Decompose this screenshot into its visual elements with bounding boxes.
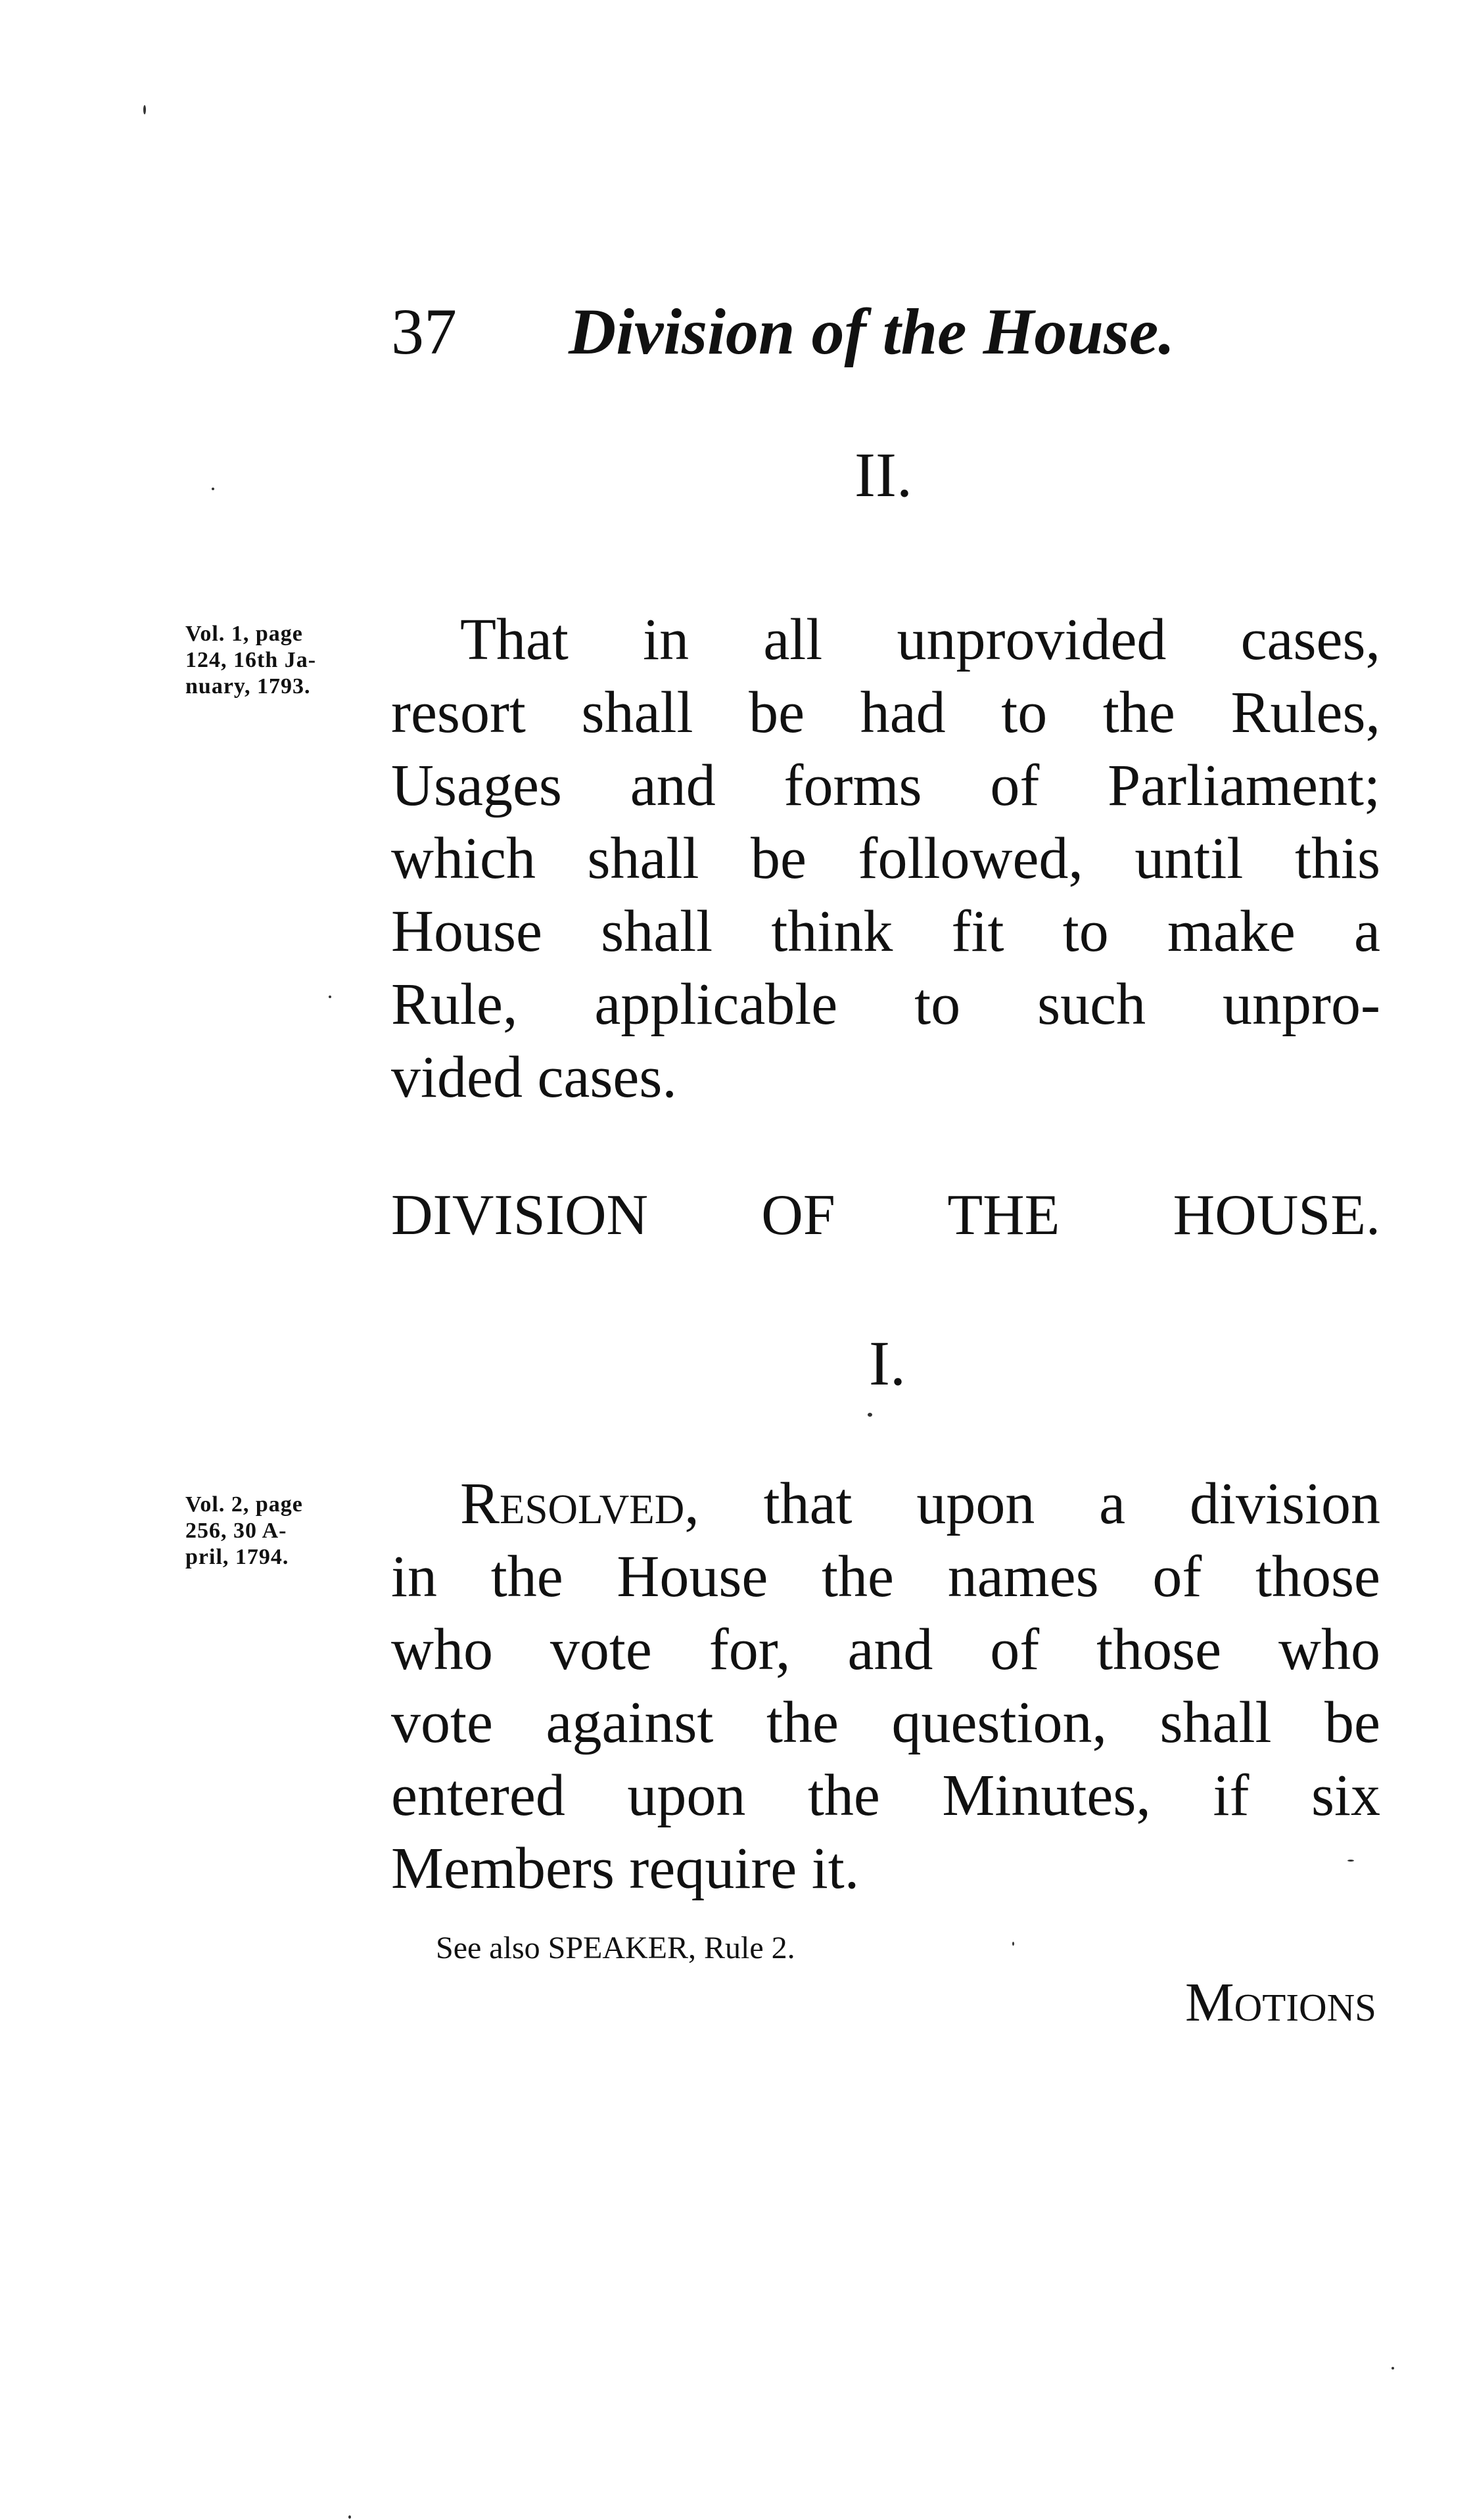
- scan-speck: [329, 996, 331, 998]
- margin-note-line: Vol. 2, page: [185, 1492, 303, 1517]
- paragraph-line: [391, 1467, 1380, 1540]
- paragraph-line: vided cases.: [391, 1045, 677, 1110]
- scan-speck: [1347, 1860, 1354, 1862]
- margin-note-line: nuary, 1793.: [185, 674, 311, 699]
- scan-speck: [212, 488, 214, 490]
- rule-numeral-ii: II.: [854, 440, 912, 510]
- margin-note-line: 124, 16th Ja-: [185, 648, 317, 672]
- margin-note-line: Vol. 1, page: [185, 622, 303, 646]
- rule-numeral-i: I.: [869, 1328, 906, 1398]
- margin-note-line: 256, 30 A-: [185, 1519, 287, 1543]
- paragraph-line: in the House the names of those: [391, 1544, 1380, 1609]
- paragraph-line: entered upon the Minutes, if six: [391, 1763, 1380, 1828]
- see-also-note: See also SPEAKER, Rule 2.: [436, 1931, 795, 1965]
- paragraph-line: Members require it.: [391, 1836, 860, 1901]
- paragraph-line: House shall think fit to make a: [391, 899, 1380, 964]
- paragraph-line: Rule, applicable to such unpro-: [391, 972, 1380, 1037]
- scan-speck: [868, 1413, 872, 1417]
- margin-note-vol2: [185, 1492, 383, 1570]
- paragraph-line: resort shall be had to the Rules,: [391, 680, 1380, 745]
- catchword: Motions: [1184, 1972, 1376, 2033]
- page-number: 37: [391, 295, 457, 368]
- paragraph-line: That in all unprovided cases,: [460, 607, 1380, 672]
- scan-speck: [1012, 1942, 1014, 1946]
- rule-paragraph-division: [391, 1467, 1380, 1905]
- margin-note-vol1: [185, 621, 383, 700]
- paragraph-line: vote against the question, shall be: [391, 1690, 1380, 1755]
- resolved-word: Resolved,: [460, 1471, 699, 1536]
- rule-paragraph-unprovided-cases: [391, 603, 1380, 1114]
- scan-speck: [1391, 2367, 1394, 2370]
- paragraph-line: which shall be followed, until this: [391, 826, 1380, 891]
- margin-note-line: pril, 1794.: [185, 1545, 289, 1569]
- section-heading: DIVISION OF THE HOUSE.: [391, 1183, 1380, 1247]
- scan-speck: [348, 2515, 351, 2519]
- scan-speck: [143, 105, 146, 114]
- paragraph-line: Usages and forms of Parliament;: [391, 753, 1380, 818]
- first-line-text: that upon a division: [763, 1471, 1380, 1536]
- page-header: [391, 292, 1377, 371]
- paragraph-line: who vote for, and of those who: [391, 1617, 1380, 1682]
- running-head: Division of the House.: [569, 295, 1175, 368]
